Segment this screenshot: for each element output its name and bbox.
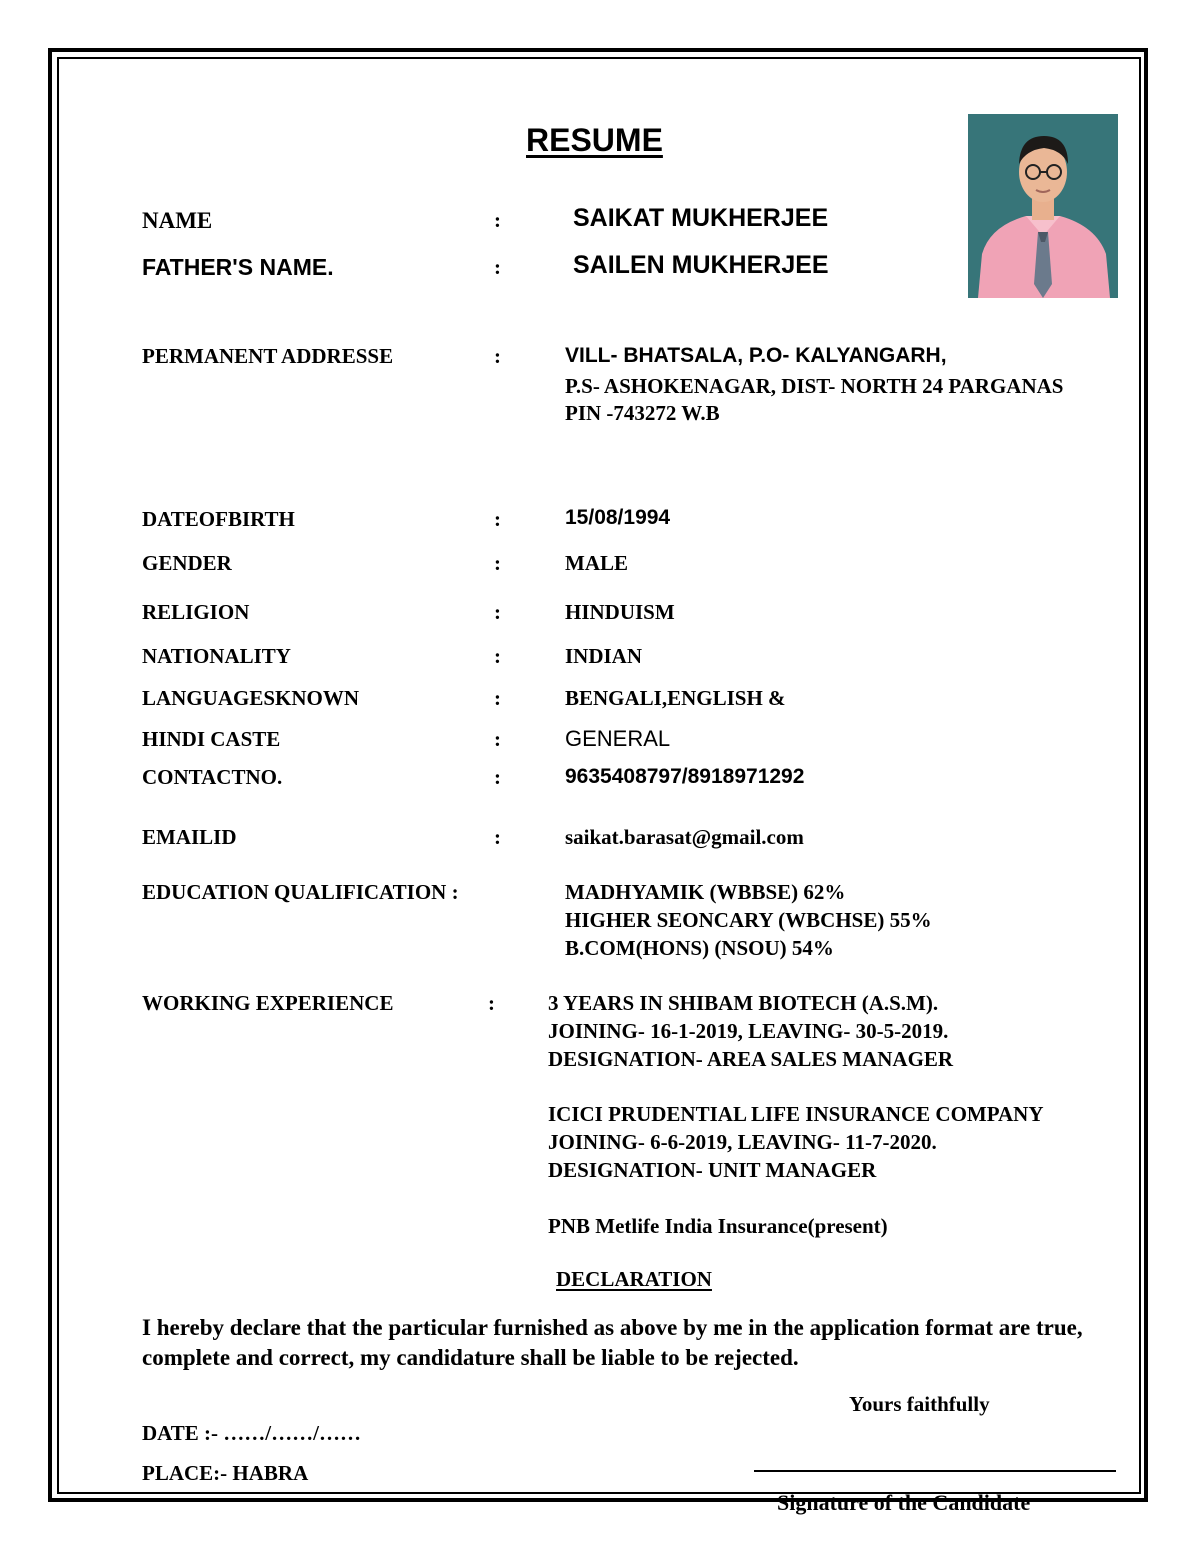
address-label: PERMANENT ADDRESSE — [142, 344, 394, 368]
father-label: FATHER'S NAME. — [142, 254, 334, 280]
address-line: VILL- BHATSALA, P.O- KALYANGARH, — [565, 344, 947, 367]
address-line: P.S- ASHOKENAGAR, DIST- NORTH 24 PARGANAS — [565, 374, 1064, 398]
experience-colon: : — [488, 991, 495, 1015]
date-line: DATE :- ……/……/…… — [142, 1421, 361, 1445]
gender-value: MALE — [565, 551, 628, 575]
caste-label: HINDI CASTE — [142, 727, 281, 751]
email-value: saikat.barasat@gmail.com — [565, 825, 804, 849]
gender-label: GENDER — [142, 551, 232, 575]
caste-colon: : — [494, 727, 501, 751]
religion-label: RELIGION — [142, 600, 250, 624]
closing-text: Yours faithfully — [849, 1392, 990, 1416]
contact-colon: : — [494, 765, 501, 789]
experience-label: WORKING EXPERIENCE — [142, 991, 394, 1015]
religion-value: HINDUISM — [565, 600, 675, 624]
declaration-text: I hereby declare that the particular furnished as above by me in the application format are true, complete and correct, my candidature shall be liable to be rejected. — [142, 1315, 1083, 1370]
experience-line: JOINING- 6-6-2019, LEAVING- 11-7-2020. — [548, 1130, 937, 1154]
education-line: MADHYAMIK (WBBSE) 62% — [565, 880, 846, 904]
nationality-colon: : — [494, 644, 501, 668]
languages-label: LANGUAGESKNOWN — [142, 686, 360, 710]
email-colon: : — [494, 825, 501, 849]
nationality-value: INDIAN — [565, 644, 643, 668]
father-colon: : — [494, 255, 501, 279]
name-colon: : — [494, 208, 501, 232]
signature-caption: Signature of the Candidate — [777, 1490, 1031, 1515]
nationality-label: NATIONALITY — [142, 644, 291, 668]
contact-value: 9635408797/8918971292 — [565, 765, 805, 788]
experience-line: ICICI PRUDENTIAL LIFE INSURANCE COMPANY — [548, 1102, 1044, 1126]
dob-value: 15/08/1994 — [565, 506, 671, 529]
languages-colon: : — [494, 686, 501, 710]
experience-line: JOINING- 16-1-2019, LEAVING- 30-5-2019. — [548, 1019, 949, 1043]
candidate-photo — [968, 114, 1118, 298]
languages-value: BENGALI,ENGLISH & — [565, 686, 786, 710]
experience-line: DESIGNATION- UNIT MANAGER — [548, 1158, 877, 1182]
father-value: SAILEN MUKHERJEE — [573, 251, 829, 279]
experience-line: DESIGNATION- AREA SALES MANAGER — [548, 1047, 954, 1071]
education-line: HIGHER SEONCARY (WBCHSE) 55% — [565, 908, 932, 932]
name-label: NAME — [142, 208, 213, 233]
declaration-heading: DECLARATION — [556, 1267, 712, 1291]
signature-line — [754, 1470, 1116, 1472]
address-line: PIN -743272 W.B — [565, 401, 720, 425]
experience-line: PNB Metlife India Insurance(present) — [548, 1214, 888, 1238]
caste-value: GENERAL — [565, 726, 671, 751]
page-title: RESUME — [526, 122, 663, 158]
candidate-photo-image — [968, 114, 1118, 298]
dob-colon: : — [494, 507, 501, 531]
gender-colon: : — [494, 551, 501, 575]
experience-line: 3 YEARS IN SHIBAM BIOTECH (A.S.M). — [548, 991, 939, 1015]
education-line: B.COM(HONS) (NSOU) 54% — [565, 936, 834, 960]
place-line: PLACE:- HABRA — [142, 1461, 309, 1485]
address-colon: : — [494, 344, 501, 368]
contact-label: CONTACTNO. — [142, 765, 283, 789]
dob-label: DATEOFBIRTH — [142, 507, 295, 531]
name-value: SAIKAT MUKHERJEE — [573, 204, 829, 232]
religion-colon: : — [494, 600, 501, 624]
education-label: EDUCATION QUALIFICATION : — [142, 880, 459, 904]
email-label: EMAILID — [142, 825, 237, 849]
